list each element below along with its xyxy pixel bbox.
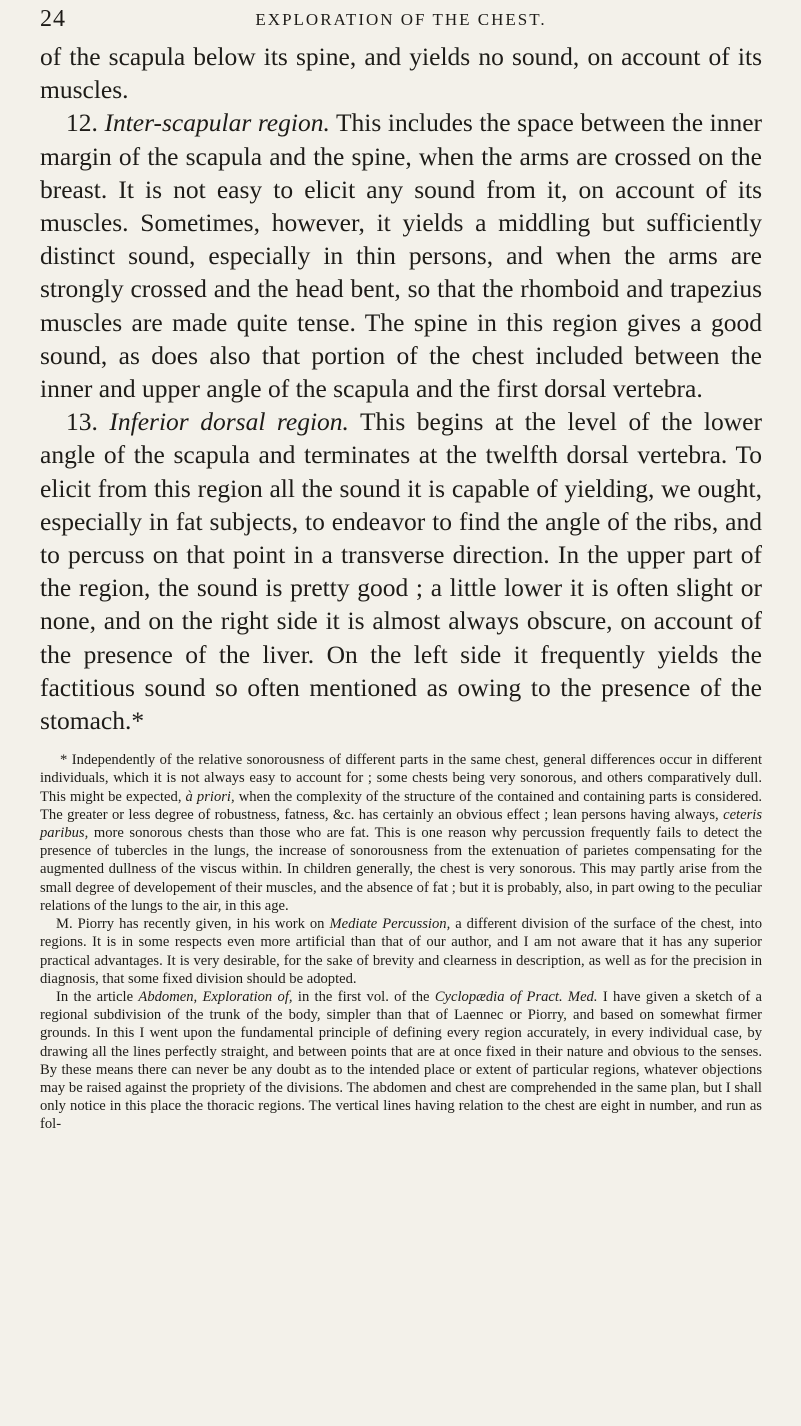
- footnote-text: a different division of the surface of the chest, into regions. It is in some respects even more artificial than that of our author, and I am not aware that it has any superior practical advantages. It is very desirable, for the sake of brevity and clearness in description, as well as for the precision in diagnosis, that some fixed division should be adopted.: [40, 916, 762, 987]
- section-number: 13.: [66, 407, 98, 437]
- footnote-2: [40, 915, 762, 988]
- footnote-text: I have given a sketch of a regional subdivision of the trunk of the body, simpler than that of Laennec or Piorry, and based on somewhat firmer grounds. In this I went upon the fundamental principle of defining every region accurately, in every individual case, by drawing all the lines perfectly straight, and between points that are at once fixed in their nature and obvious to the senses. By these means there can never be any doubt as to the intended place or extent of particular regions, whatever objections may be raised against the propriety of the divisions. The abdomen and chest are comprehended in the same plan, but I shall only notice in this place the thoracic regions. The vertical lines having relation to the chest are eight in number, and run as fol-: [40, 988, 763, 1133]
- main-text: [40, 40, 762, 737]
- footnote-1: [40, 751, 762, 915]
- footnote-text: In the article: [56, 988, 139, 1005]
- footnotes: [40, 751, 762, 1133]
- paragraph-continued: [40, 40, 762, 106]
- paragraph-text: This includes the space between the inner margin of the scapula and the spine, when the arms are crossed on the breast. It is not easy to elicit any sound from it, on account of its muscles. Sometimes, however, it yields a middling but sufficiently distinct sound, especially in thin persons, and when the arms are strongly crossed and the head bent, so that the rhomboid and trapezius muscles are made quite tense. The spine in this region gives a good sound, as does also that portion of the chest included between the inner and upper angle of the scapula and the first dorsal vertebra.: [40, 108, 763, 404]
- footnote-3: [40, 988, 762, 1134]
- footnote-text: in the first vol. of the: [292, 988, 435, 1005]
- footnote-italic: Cyclopædia of Pract. Med.: [434, 988, 598, 1005]
- footnote-italic: Mediate Percussion,: [329, 916, 451, 933]
- section-heading: Inferior dorsal region.: [109, 407, 349, 437]
- running-head: EXPLORATION OF THE CHEST.: [255, 10, 547, 29]
- paragraph-text: of the scapula below its spine, and yields no sound, on account of its muscles.: [40, 42, 762, 105]
- footnote-text: when the complexity of the structure of the contained and containing parts is considered. The greater or less degree of robustness, fatness, &c. has certainly an obvious effect ; lean persons having always,: [40, 788, 763, 823]
- paragraph-inter-scapular: [40, 106, 762, 405]
- paragraph-inferior-dorsal: [40, 405, 762, 737]
- page-header: [40, 0, 762, 40]
- paragraph-text: This begins at the level of the lower angle of the scapula and terminates at the twelfth dorsal vertebra. To elicit from this region all the sound it is capable of yielding, we ought, especially in fat subjects, to endeavor to find the angle of the ribs, and to percuss on that point in a transverse direction. In the upper part of the region, the sound is pretty good ; a little lower it is often slight or none, and on the right side it is almost always obscure, on account of the presence of the liver. On the left side it frequently yields the factitious sound so often mentioned as owing to the presence of the stomach.*: [40, 407, 762, 736]
- footnote-italic: ceteris paribus,: [40, 806, 762, 842]
- footnote-italic: Abdomen, Exploration of,: [138, 988, 293, 1005]
- book-page: [40, 0, 762, 1426]
- section-number: 12.: [66, 108, 98, 138]
- page-number: 24: [40, 6, 66, 32]
- footnote-text: * Independently of the relative sonorousness of different parts in the same chest, general differences occur in different individuals, which it is not always easy to account for ; some chests being very sonorous, and others comparatively dull. This might be expected,: [40, 752, 762, 805]
- footnote-text: more sonorous chests than those who are fat. This is one reason why percussion frequently fails to detect the presence of tubercles in the lungs, the increase of sonorousness from the extenuation of parietes compensating for the augmented dullness of the viscus within. In children generally, the chest is very sonorous. This may partly arise from the small degree of developement of their muscles, and the absence of fat ; but it is probably, also, in part owing to the peculiar relations of the lungs to the air, in this age.: [40, 825, 762, 914]
- footnote-text: M. Piorry has recently given, in his work on: [56, 916, 330, 933]
- footnote-italic: à priori,: [185, 788, 235, 805]
- section-heading: Inter-scapular region.: [104, 108, 330, 138]
